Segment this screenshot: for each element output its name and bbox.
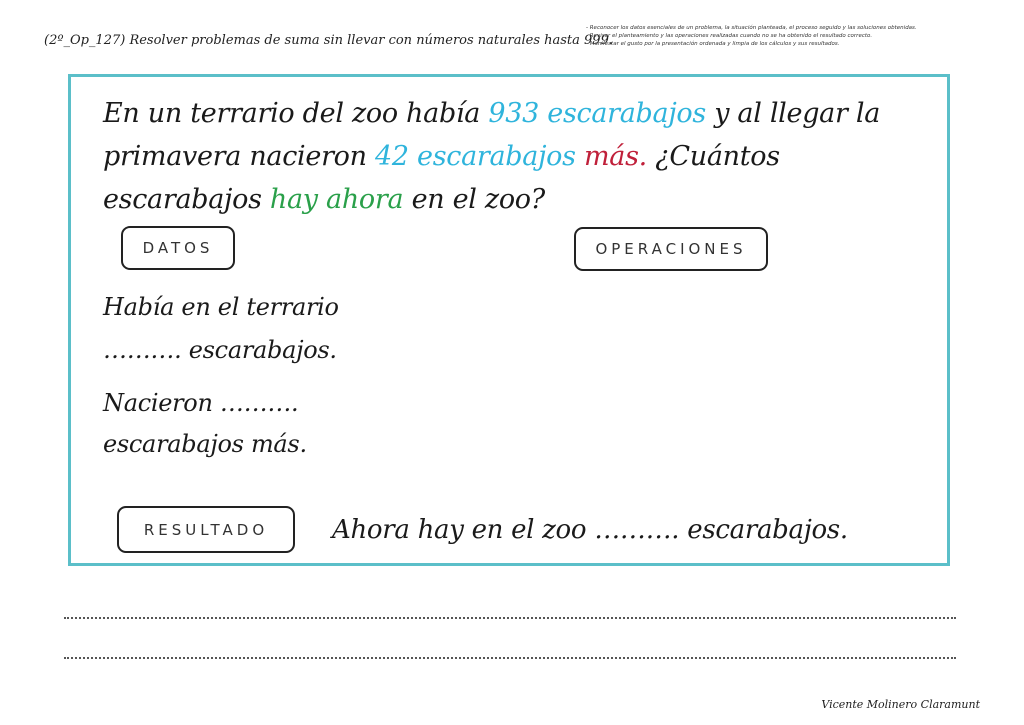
data-line: Había en el terrario [103, 293, 339, 321]
answer-dotted-line[interactable] [64, 617, 956, 619]
objective-item: - Manifestar el gusto por la presentación ordenada y limpia de los cálculos y sus resultados. [586, 41, 840, 47]
data-fill-in-line[interactable]: Nacieron ………. [103, 389, 299, 417]
answer-dotted-line[interactable] [64, 657, 956, 659]
objectives-list [586, 24, 1016, 48]
author-credit: Vicente Molinero Claramunt [821, 698, 980, 711]
problem-text: en el zoo? [403, 184, 545, 215]
worksheet-title: (2º_Op_127) Resolver problemas de suma sin llevar con números naturales hasta 999. [44, 33, 613, 48]
result-fill-in-line[interactable]: Ahora hay en el zoo ………. escarabajos. [332, 515, 848, 545]
problem-text [576, 141, 584, 172]
problem-statement [103, 92, 933, 221]
operaciones-label: OPERACIONES [574, 227, 768, 271]
data-line: escarabajos más. [103, 430, 307, 458]
highlight-added-count: 42 escarabajos [375, 141, 576, 172]
problem-text: y al llegar la primavera nacieron [103, 98, 880, 172]
problem-text: En un terrario del zoo había [103, 98, 489, 129]
highlight-operation-keyword: más. [583, 141, 647, 172]
data-fill-in-line[interactable]: ………. escarabajos. [103, 336, 337, 364]
highlight-question-keyword: hay ahora [269, 184, 404, 215]
datos-label: DATOS [121, 226, 235, 270]
problem-text: ¿Cuántos escarabajos [103, 141, 780, 215]
objective-item: - Reconocer los datos esenciales de un problema, la situación planteada, el proceso seguido y las soluciones obtenidas. [586, 25, 917, 31]
resultado-label: RESULTADO [117, 506, 295, 553]
highlight-initial-count: 933 escarabajos [488, 98, 706, 129]
objective-item: - Revisar el planteamiento y las operaciones realizadas cuando no se ha obtenido el resultado correcto. [586, 33, 873, 39]
